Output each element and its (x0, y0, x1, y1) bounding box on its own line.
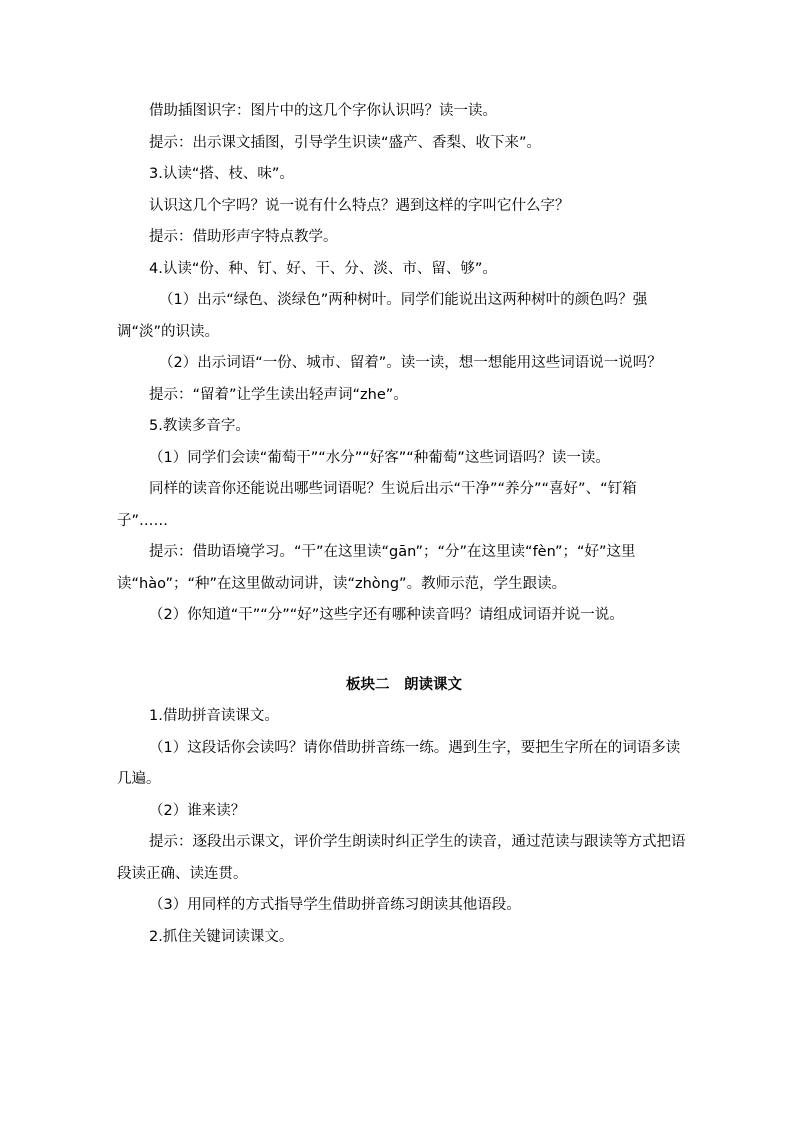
paragraph: （2）你知道“干”“分”“好”这些字还有哪种读音吗？请组成词语并说一说。 (149, 607, 624, 623)
paragraph: 提示：逐段出示课文，评价学生朗读时纠正学生的读音，通过范读与跟读等方式把语段读正确、读连贯。 (117, 834, 686, 882)
paragraph: 4.认读“份、种、钉、好、干、分、淡、市、留、够”。 (149, 260, 497, 277)
paragraph: 1.借助拼音读课文。 (149, 708, 279, 724)
paragraph: （1）同学们会读“葡萄干”“水分”“好客”“种葡萄”这些词语吗？读一读。 (149, 449, 610, 466)
paragraph: 借助插图识字：图片中的这几个字你认识吗？读一读。 (149, 103, 497, 119)
paragraph: 提示：借助语境学习。“干”在这里读“gān”；“分”在这里读“fèn”；“好”这里读“hào”；“种”在这里做动词讲，读“zhòng”。教师示范，学生跟读。 (117, 544, 636, 592)
section-heading: 板块二 朗读课文 (346, 676, 462, 693)
section-gap (117, 632, 687, 670)
paragraph: 同样的读音你还能说出哪些词语呢？生说后出示“干净”“养分”“喜好”、“钉箱子”…… (117, 481, 637, 529)
paragraph: 2.抓住关键词读课文。 (149, 928, 294, 945)
paragraph: 3.认读“搭、枝、味”。 (149, 166, 294, 182)
paragraph: 提示：借助形声字特点教学。 (149, 229, 338, 245)
paragraph: （1）出示“绿色、淡绿色”两种树叶。同学们能说出这两种树叶的颜色吗？强调“淡”的识读。 (117, 292, 648, 340)
paragraph: 5.教读多音字。 (149, 418, 250, 434)
paragraph: 提示：“留着”让学生读出轻声词“zhe”。 (149, 386, 408, 403)
document-page (117, 96, 687, 953)
paragraph: （1）这段话你会读吗？请你借助拼音练一练。遇到生字，要把生字所在的词语多读几遍。 (117, 739, 681, 787)
paragraph: 提示：出示课文插图，引导学生识读“盛产、香梨、收下来”。 (149, 134, 542, 151)
paragraph: （3）用同样的方式指导学生借助拼音练习朗读其他语段。 (149, 897, 521, 913)
paragraph: （2）谁来读？ (149, 802, 246, 819)
paragraph: 认识这几个字吗？说一说有什么特点？遇到这样的字叫它什么字？ (149, 197, 570, 214)
paragraph: （2）出示词语“一份、城市、留着”。读一读，想一想能用这些词语说一说吗？ (159, 355, 662, 371)
